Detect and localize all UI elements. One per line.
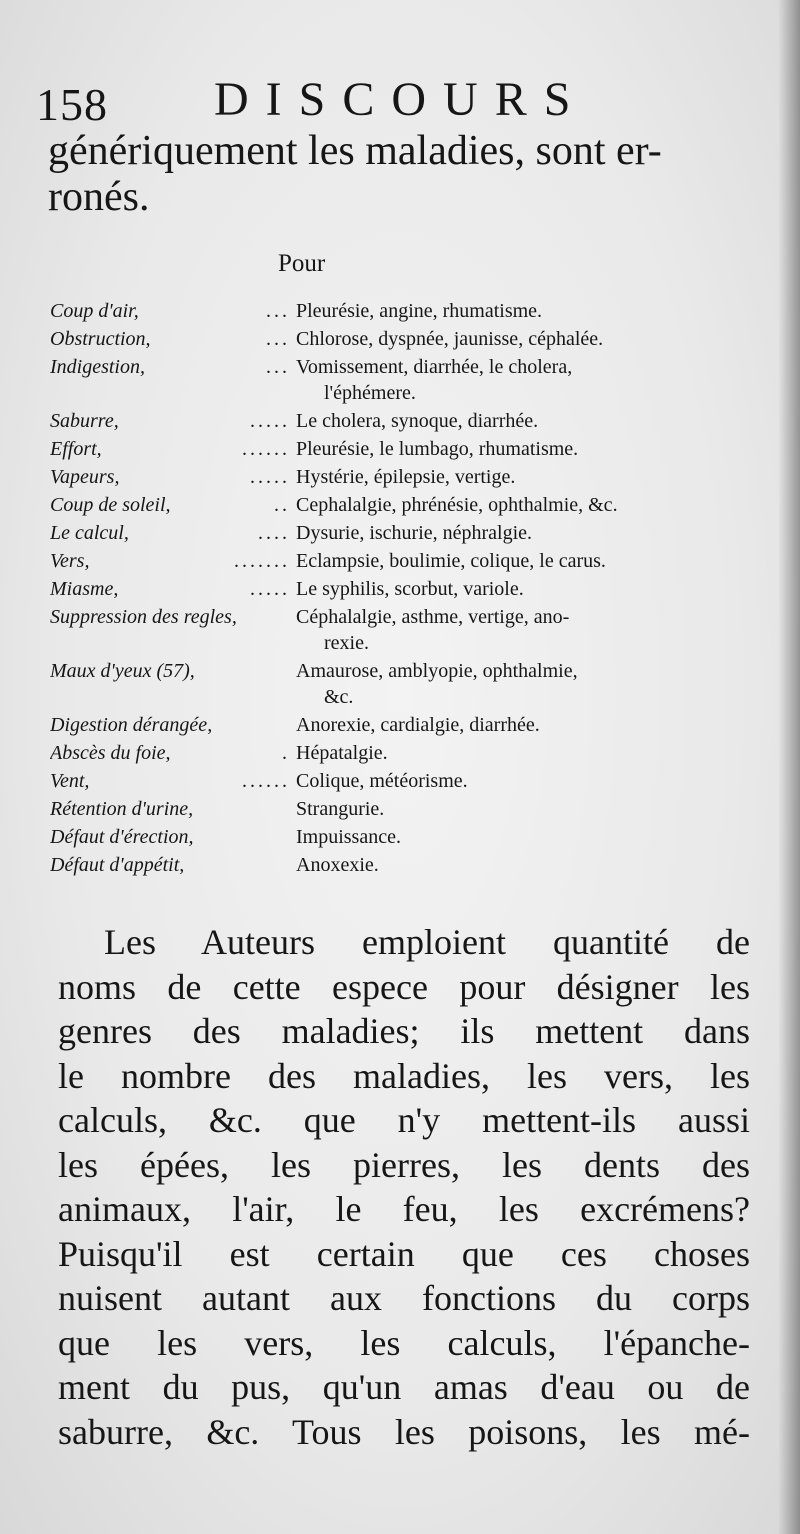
effect-list [296, 740, 766, 766]
cause-label: Maux d'yeux (57), [50, 660, 195, 682]
table-row [50, 298, 770, 326]
body-line: Puisqu'il est certain que ces choses [58, 1233, 750, 1274]
table-heading: Pour [278, 250, 326, 277]
effect-list [296, 658, 766, 710]
effect-text: Anorexie, cardialgie, diarrhée. [296, 714, 540, 736]
leader-dots: ..... [250, 578, 290, 600]
page-number: 158 [36, 79, 108, 130]
leader-dots: .. [274, 494, 290, 516]
cause-label: Suppression des regles, [50, 606, 237, 628]
effect-text: Vomissement, diarrhée, le cholera, [296, 356, 573, 378]
cause-label: Coup d'air, [50, 300, 139, 322]
leader-dots: ...... [242, 438, 290, 460]
cause-label: Vers, [50, 550, 90, 572]
body-paragraph [58, 920, 750, 1454]
body-line: que les vers, les calculs, l'épanche- [58, 1322, 750, 1363]
cause-label: Digestion dérangée, [50, 714, 213, 736]
effect-continuation: l'éphémere. [324, 382, 416, 404]
table-row [50, 796, 770, 824]
effect-text: Pleurésie, angine, rhumatisme. [296, 300, 543, 322]
effect-list [296, 492, 766, 518]
effect-text: Pleurésie, le lumbago, rhumatisme. [296, 438, 579, 460]
leader-dots: ... [266, 356, 290, 378]
effect-text: Le cholera, synoque, diarrhée. [296, 410, 539, 432]
leader-dots: ... [266, 300, 290, 322]
effect-list [296, 796, 766, 822]
leader-dots: ...... [242, 770, 290, 792]
leader-dots: ..... [250, 410, 290, 432]
effect-list [296, 604, 766, 656]
body-line: noms de cette espece pour désigner les [58, 966, 750, 1007]
effect-list [296, 852, 766, 878]
cause-label: Indigestion, [50, 356, 145, 378]
body-line: les épées, les pierres, les dents des [58, 1144, 750, 1185]
effect-text: Hépatalgie. [296, 742, 388, 764]
table-row [50, 712, 770, 740]
page-edge-shadow [778, 0, 800, 1534]
effect-text: Anoxexie. [296, 854, 379, 876]
leader-dots: ..... [250, 466, 290, 488]
table-row [50, 326, 770, 354]
cause-label: Rétention d'urine, [50, 798, 194, 820]
leader-dots: ... [266, 328, 290, 350]
body-line: animaux, l'air, le feu, les excrémens? [58, 1189, 750, 1229]
table-row [50, 576, 770, 604]
table-row [50, 408, 770, 436]
effect-text: Dysurie, ischurie, néphralgie. [296, 522, 533, 544]
cause-label: Effort, [50, 438, 102, 460]
causes-table [50, 298, 770, 880]
body-line: saburre, &c. Tous les poisons, les mé- [58, 1411, 750, 1452]
effect-list [296, 520, 766, 546]
leader-dots: ....... [234, 550, 290, 572]
effect-text: Céphalalgie, asthme, vertige, ano- [296, 606, 570, 628]
running-title: DISCOURS [214, 73, 588, 126]
table-row [50, 464, 770, 492]
body-line: le nombre des maladies, les vers, les [58, 1055, 750, 1096]
effect-text: Chlorose, dyspnée, jaunisse, céphalée. [296, 328, 604, 350]
cause-label: Vent, [50, 770, 90, 792]
cause-label: Abscès du foie, [50, 742, 171, 764]
table-row [50, 852, 770, 880]
effect-text: Le syphilis, scorbut, variole. [296, 578, 524, 600]
effect-text: Hystérie, épilepsie, vertige. [296, 466, 516, 488]
effect-list [296, 548, 766, 574]
carry-over-text [48, 128, 748, 220]
cause-label: Défaut d'appétit, [50, 854, 185, 876]
effect-list [296, 298, 766, 324]
page-header [36, 72, 776, 132]
effect-text: Cephalalgie, phrénésie, ophthalmie, &c. [296, 494, 618, 516]
effect-continuation: &c. [324, 686, 354, 708]
effect-list [296, 824, 766, 850]
effect-list [296, 408, 766, 434]
table-row [50, 548, 770, 576]
body-line: ment du pus, qu'un amas d'eau ou de [58, 1367, 750, 1407]
effect-continuation: rexie. [324, 632, 369, 654]
effect-text: Amaurose, amblyopie, ophthalmie, [296, 660, 578, 682]
table-row [50, 768, 770, 796]
table-row [50, 658, 770, 712]
cause-label: Défaut d'érection, [50, 826, 194, 848]
effect-text: Impuissance. [296, 826, 401, 848]
body-line: genres des maladies; ils mettent dans [58, 1011, 750, 1051]
effect-list [296, 576, 766, 602]
body-line: Les Auteurs emploient quantité de [104, 922, 750, 962]
cause-label: Vapeurs, [50, 466, 120, 488]
carry-line-1: génériquement les maladies, sont er- [48, 128, 662, 174]
effect-text: Colique, météorisme. [296, 770, 468, 792]
effect-list [296, 326, 766, 352]
leader-dots: .... [258, 522, 290, 544]
table-row [50, 740, 770, 768]
table-row [50, 604, 770, 658]
table-row [50, 354, 770, 408]
effect-list [296, 712, 766, 738]
body-line: nuisent autant aux fonctions du corps [58, 1278, 750, 1318]
effect-text: Eclampsie, boulimie, colique, le carus. [296, 550, 606, 572]
leader-dots: . [282, 742, 290, 764]
body-line: calculs, &c. que n'y mettent-ils aussi [58, 1100, 750, 1140]
effect-list [296, 436, 766, 462]
cause-label: Obstruction, [50, 328, 151, 350]
table-row [50, 492, 770, 520]
table-row [50, 520, 770, 548]
carry-line-2: ronés. [48, 174, 150, 220]
table-row [50, 436, 770, 464]
cause-label: Le calcul, [50, 522, 129, 544]
effect-list [296, 354, 766, 406]
effect-list [296, 768, 766, 794]
cause-label: Miasme, [50, 578, 119, 600]
effect-list [296, 464, 766, 490]
effect-text: Strangurie. [296, 798, 385, 820]
cause-label: Coup de soleil, [50, 494, 171, 516]
cause-label: Saburre, [50, 410, 119, 432]
table-row [50, 824, 770, 852]
